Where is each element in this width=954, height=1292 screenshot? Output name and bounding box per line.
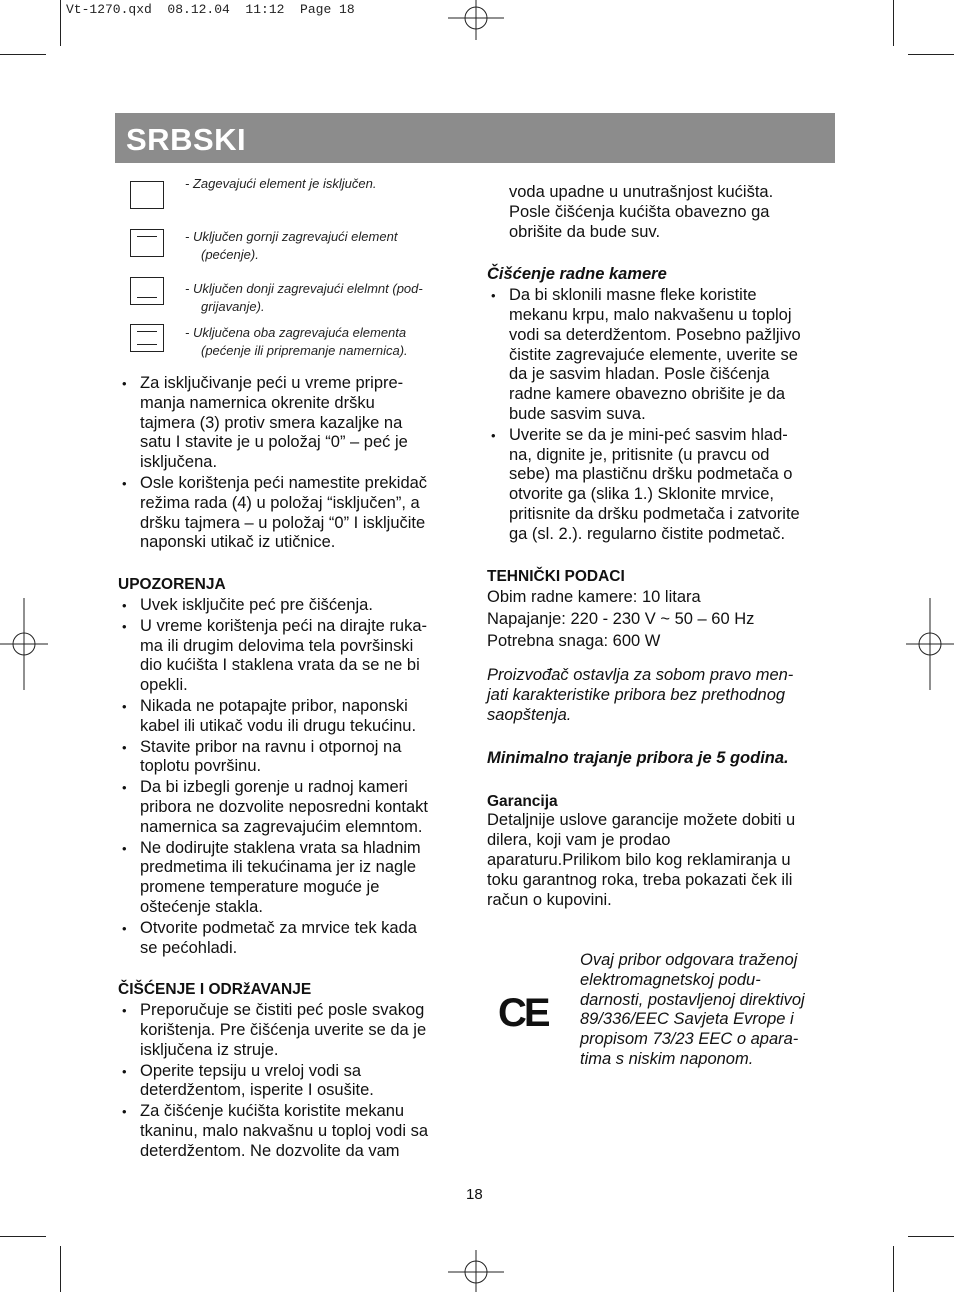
registration-mark-bottom — [446, 1248, 506, 1292]
note-top-heating: - Uključen gornji zagrevajući element (pećenje). — [185, 229, 398, 262]
list-item: • Ne dodirujte staklena vrata sa hladnim predmetima ili tekućinama jer iz nagle promene temperature moguće je oštećenje stakla. — [118, 839, 468, 918]
cleaning-heading: ČIŠĆENJE I ODRžAVANJE — [118, 981, 312, 999]
top-heating-icon — [130, 229, 164, 257]
language-banner — [115, 113, 835, 163]
continuation-text: voda upadne u unutrašnjost kućišta. Posle čišćenja kućišta obavezno ga obrišite da bude suv. — [509, 183, 774, 241]
registration-mark-top — [446, 0, 506, 44]
list-item: • Preporučuje se čistiti peć posle svakog korištenja. Pre čišćenja uverite se da je isključena iz struje. — [118, 1001, 468, 1060]
file-header: Vt-1270.qxd 08.12.04 11:12 Page 18 — [66, 2, 355, 17]
tech-data — [487, 586, 837, 652]
chamber-cleaning-list — [487, 286, 837, 544]
note-heating-off: - Zagevajući element je isključen. — [185, 176, 377, 191]
ce-mark-icon: CE — [498, 991, 548, 1035]
list-item: • U vreme korištenja peći na dirajte ruka- ma ili drugim delovima tela površinski dio kućišta I staklena vrata da se ne bi opekli. — [118, 617, 468, 696]
manufacturer-rights-note: Proizvođač ostavlja za sobom pravo men- jati karakteristike pribora bez prethodnog saopštenja. — [487, 666, 794, 724]
power-supply: Napajanje: 220 - 230 V ~ 50 – 60 Hz — [487, 610, 755, 629]
power-consumption: Potrebna snaga: 600 W — [487, 632, 661, 651]
warranty-heading: Garancija — [487, 792, 558, 810]
warranty-text: Detaljnije uslove garancije možete dobiti u dilera, koji vam je prodao aparaturu.Prilikom bilo kog reklamiranja u toku garantnog roka, treba pokazati ček ili račun o kupovini. — [487, 811, 796, 909]
ce-compliance-text: Ovaj pribor odgovara traženoj elektromagnetskoj podu- darnosti, postavljenoj direktivoj 89/336/EEC Savjeta Evrope i propisom 73/23 EEC o apara- tima s niskim naponom. — [580, 951, 805, 1068]
note-both-heating: - Uključena oba zagrevajuća elementa (pećenje ili pripremanje namernica). — [185, 325, 408, 358]
left-column — [118, 374, 468, 1162]
chamber-cleaning-heading: Čišćenje radne kamere — [487, 265, 667, 284]
cleaning-list — [118, 1001, 468, 1161]
list-item: • Da bi sklonili masne fleke koristite mekanu krpu, malo nakvašenu u toploj vodi sa deterdžentom. Posebno pažljivo čistite zagrevajuće elemente, uverite se da je sasvim hladan. Posle čišćenja radne kamere obavezno obrišite je da bude sasvim suva. — [487, 286, 837, 425]
list-item: • Za čišćenje kućišta koristite mekanu tkaninu, malo nakvašnu u toploj vodi sa deterdžentom. Ne dozvolite da vam — [118, 1102, 468, 1161]
warnings-heading: UPOZORENJA — [118, 576, 226, 594]
both-heating-icon — [130, 324, 164, 352]
note-bottom-heating: - Uključen donji zagrevajući elelmnt (pod- grijavanje). — [185, 281, 423, 314]
list-item: • Uverite se da je mini-peć sasvim hlad- na, dignite je, pritisnite (u pravcu od sebe) ma plastičnu dršku podmetača o otvorite ga (slika 1.) Sklonite mrvice, pritisnite da dršku podmetača i zatvorite ga (sl. 2.). regularno čistite podmetač. — [487, 426, 837, 545]
page-number: 18 — [466, 1186, 483, 1203]
list-item: • Operite tepsiju u vreloj vodi sa deterdžentom, isperite I osušite. — [118, 1062, 468, 1102]
list-item: • Osle korištenja peći namestite prekidač režima rada (4) u položaj “isključen”, a dršku tajmera – u položaj “0” I isključite naponski utikač iz utičnice. — [118, 474, 468, 553]
right-column — [487, 183, 837, 910]
registration-mark-left — [0, 596, 50, 692]
heating-off-icon — [130, 181, 164, 209]
list-item: • Uvek isključite peć pre čišćenja. — [118, 596, 468, 616]
list-item: • Otvorite podmetač za mrvice tek kada se pećohladi. — [118, 919, 468, 959]
registration-mark-right — [904, 596, 954, 692]
list-item: • Stavite pribor na ravnu i otpornoj na toplotu površinu. — [118, 738, 468, 778]
chamber-volume: Obim radne kamere: 10 litara — [487, 588, 701, 607]
list-item: • Nikada ne potapajte pribor, naponski kabel ili utikač vodu ili drugu tekućinu. — [118, 697, 468, 737]
list-item: • Za isključivanje peći u vreme pripre- manja namernica okrenite dršku tajmera (3) protiv smera kazaljke na satu I stavite je u položaj “0” – peć je isključena. — [118, 374, 468, 473]
banner-title: SRBSKI — [126, 122, 247, 157]
intro-list — [118, 374, 468, 553]
tech-data-heading: TEHNIČKI PODACI — [487, 567, 625, 585]
minimum-lifetime: Minimalno trajanje pribora je 5 godina. — [487, 748, 789, 767]
warnings-list — [118, 596, 468, 958]
bottom-heating-icon — [130, 277, 164, 305]
list-item: • Da bi izbegli gorenje u radnoj kameri pribora ne dozvolite neposredni kontakt namernica sa zagrevajućim elemntom. — [118, 778, 468, 837]
